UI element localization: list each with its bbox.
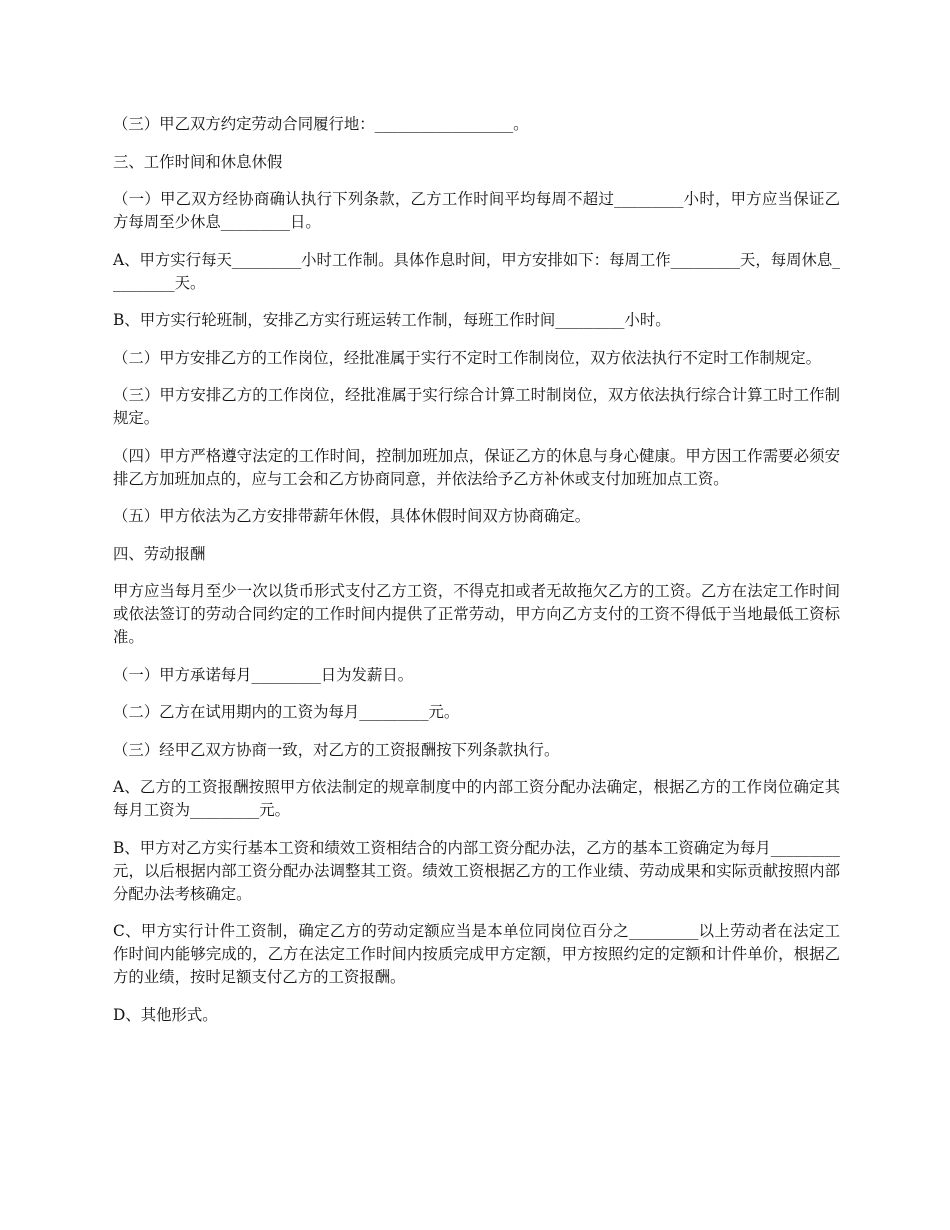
clause-paid-leave: （五）甲方依法为乙方安排带薪年休假，具体休假时间双方协商确定。 — [113, 507, 591, 525]
clause-probation-wage: （二）乙方在试用期内的工资为每月_________元。 — [113, 703, 460, 721]
section-heading-working-hours: 三、工作时间和休息休假 — [113, 152, 283, 171]
clause-flexible-hours: （二）甲方安排乙方的工作岗位，经批准属于实行不定时工作制岗位，双方依法执行不定时工作制规定。 — [113, 348, 821, 367]
clause-comprehensive-hours: （三）甲方安排乙方的工作岗位，经批准属于实行综合计算工时制岗位，双方依法执行综合计算工时工作制规定。 — [113, 386, 840, 427]
clause-option-c-piecework: C、甲方实行计件工资制，确定乙方的劳动定额应当是本单位同岗位百分之_________以上劳动者在法定工作时间内能够完成的，乙方在法定工作时间内按质完成甲方定额，甲方按照约定的定额和计件单价，根据乙方的业绩，按时足额支付乙方的工资报酬。 — [113, 922, 840, 986]
clause-wage-payment: 甲方应当每月至少一次以货币形式支付乙方工资，不得克扣或者无故拖欠乙方的工资。乙方在法定工作时间或依法签订的劳动合同约定的工作时间内提供了正常劳动，甲方向乙方支付的工资不得低于当地最低工资标准。 — [113, 582, 840, 646]
clause-weekly-hours: （一）甲乙双方经协商确认执行下列条款，乙方工作时间平均每周不超过_________小时，甲方应当保证乙方每周至少休息_________日。 — [113, 190, 840, 231]
section-heading-remuneration: 四、劳动报酬 — [113, 544, 206, 563]
clause-payday: （一）甲方承诺每月_________日为发薪日。 — [113, 665, 414, 684]
clause-option-d-other: D、其他形式。 — [113, 1005, 218, 1024]
clause-workplace: （三）甲乙双方约定劳动合同履行地：__________________。 — [113, 115, 529, 133]
clause-wage-terms: （三）经甲乙双方协商一致，对乙方的工资报酬按下列条款执行。 — [113, 740, 560, 759]
clause-overtime: （四）甲方严格遵守法定的工作时间，控制加班加点，保证乙方的休息与身心健康。甲方因工作需要必须安排乙方加班加点的，应与工会和乙方协商同意，并依法给予乙方补休或支付加班加点工资。 — [113, 446, 840, 488]
clause-option-b-base-performance: B、甲方对乙方实行基本工资和绩效工资相结合的内部工资分配办法，乙方的基本工资确定为每月_________元，以后根据内部工资分配办法调整其工资。绩效工资根据乙方的工作业绩、劳动成果和实际贡献按照内部分配办法考核确定。 — [113, 838, 840, 903]
document-body — [113, 113, 840, 1041]
clause-option-b-shift: B、甲方实行轮班制，安排乙方实行班运转工作制，每班工作时间_________小时。 — [113, 311, 671, 329]
clause-option-a-daily-hours: A、甲方实行每天_________小时工作制。具体作息时间，甲方安排如下：每周工作_________天，每周休息_________天。 — [113, 250, 840, 292]
clause-option-a-internal-wage: A、乙方的工资报酬按照甲方依法制定的规章制度中的内部工资分配办法确定，根据乙方的工作岗位确定其每月工资为_________元。 — [113, 778, 840, 819]
